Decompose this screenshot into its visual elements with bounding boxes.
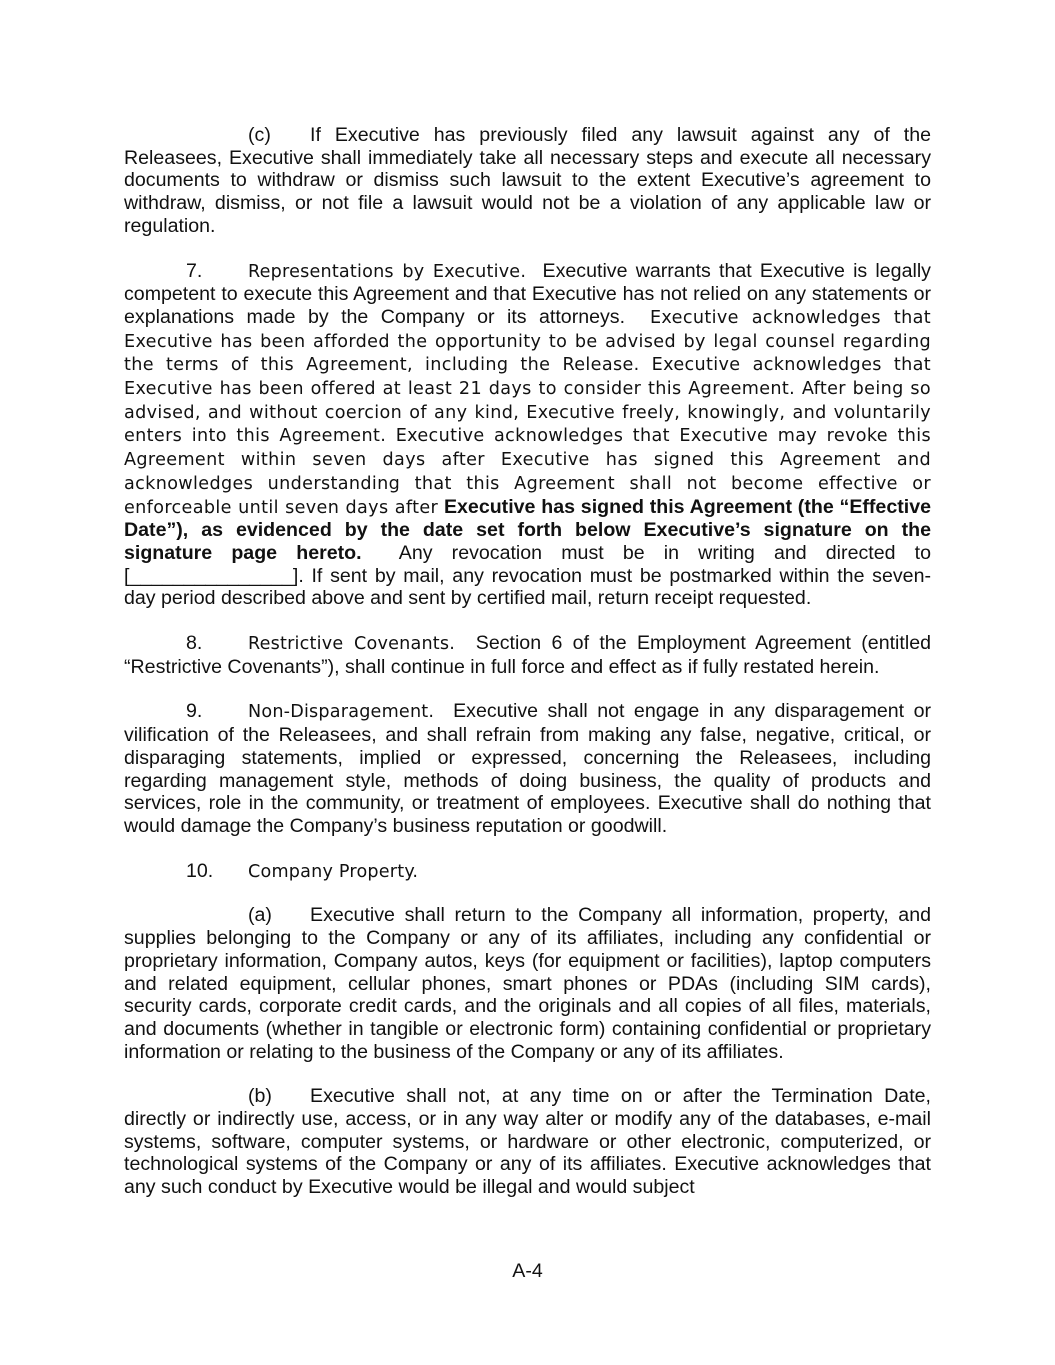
- section-7-text-c: Any revocation must be in writing and directed to [_______________]. If sent by mail, any revocation must be postmarked within the seven-day period described above and sent by certified mail, return receipt requested.: [124, 541, 931, 610]
- paragraph-c-text: If Executive has previously filed any lawsuit against any of the Releasees, Executive shall immediately take all necessary steps and execute all necessary documents to withdraw or dismiss such lawsuit to the extent Executive’s agreement to withdraw, dismiss, or not file a lawsuit would not be a violation of any applicable law or regulation.: [124, 124, 931, 237]
- section-7-heading: Representations by Executive.: [248, 261, 527, 282]
- section-10-heading: Company Property.: [248, 861, 419, 882]
- document-page: [124, 124, 931, 1199]
- section-7-text-b: Executive acknowledges that Executive has been afforded the opportunity to be advised by legal counsel regarding the terms of this Agreement, including the Release. Executive acknowledges that Executive has been offered at least 21 days to consider this Agreement. After being so advised, and without coercion of any kind, Executive freely, knowingly, and voluntarily enters into this Agreement. Executive acknowledges that Executive may revoke this Agreement within seven days after Executive has signed this Agreement and acknowledges understanding that this Agreement shall not become effective or enforceable until seven days after: [124, 307, 931, 518]
- section-10-paragraph-a-label: (a): [248, 904, 272, 927]
- section-9-text: Executive shall not engage in any disparagement or vilification of the Releasees, and shall refrain from making any false, negative, critical, or disparaging statements, implied or expressed, concerning the Releasees, including regarding management style, methods of doing business, the quality of products and services, role in the community, or treatment of employees. Executive shall do nothing that would damage the Company’s business reputation or goodwill.: [124, 700, 931, 837]
- section-7: [124, 260, 931, 611]
- page-number: A-4: [512, 1260, 543, 1282]
- section-9-heading: Non-Disparagement.: [248, 702, 435, 723]
- section-8: [124, 632, 931, 678]
- section-10-paragraph-b-text: Executive shall not, at any time on or after the Termination Date, directly or indirectly use, access, or in any way alter or modify any of the databases, e-mail systems, software, computer systems, or hardware or other electronic, computerized, or technological systems of the Company or any of its affiliates. Executive acknowledges that any such conduct by Executive would be illegal and would subject: [124, 1085, 931, 1199]
- section-7-number: 7.: [186, 259, 203, 282]
- section-10-paragraph-b: [124, 1085, 931, 1199]
- section-9: [124, 700, 931, 837]
- section-8-text: Section 6 of the Employment Agreement (entitled “Restrictive Covenants”), shall continue in full force and effect as if fully restated herein.: [124, 632, 931, 678]
- section-10-paragraph-a-text: Executive shall return to the Company all information, property, and supplies belonging to the Company or any of its affiliates, including any confidential or proprietary information, Company autos, keys (for equipment or facilities), laptop computers and related equipment, cellular phones, smart phones or PDAs (including SIM cards), security cards, corporate credit cards, and the originals and all copies of all files, materials, and documents (whether in tangible or electronic form) containing confidential or proprietary information or relating to the business of the Company or any of its affiliates.: [124, 904, 931, 1063]
- section-10-paragraph-a: [124, 904, 931, 1063]
- section-8-number: 8.: [186, 632, 203, 655]
- section-8-heading: Restrictive Covenants.: [248, 634, 456, 655]
- section-10-number: 10.: [186, 859, 214, 882]
- section-9-number: 9.: [186, 700, 203, 723]
- paragraph-c-label: (c): [248, 124, 271, 146]
- section-7-text-a: Executive warrants that Executive is legally competent to execute this Agreement and that Executive has not relied on any statements or explanations made by the Company or its attorneys.: [124, 259, 931, 328]
- section-7-effective-date-clause: Executive has signed this Agreement (the “Effective Date”), as evidenced by the date set forth below Executive’s signature on the signature page hereto.: [124, 495, 931, 564]
- paragraph-c: [124, 124, 931, 238]
- section-10: [124, 860, 931, 884]
- section-10-paragraph-b-label: (b): [248, 1085, 272, 1108]
